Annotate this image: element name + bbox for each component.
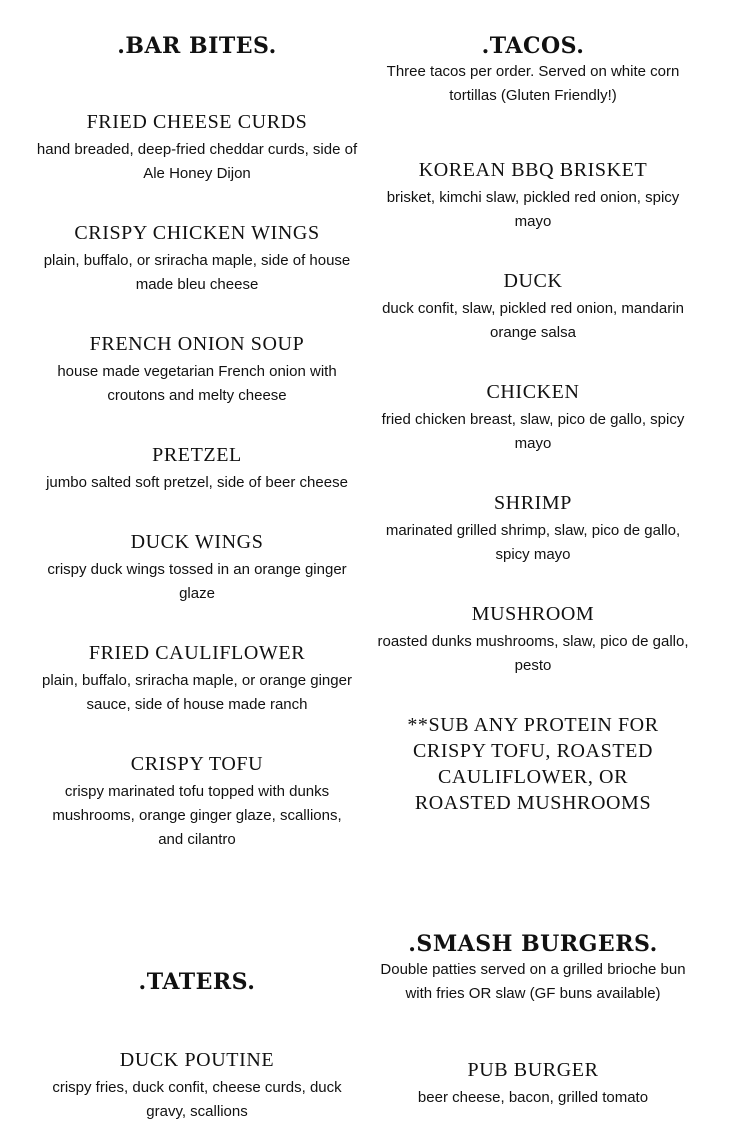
menu-item xyxy=(36,530,358,606)
item-desc: fried chicken breast, slaw, pico de gallo, spicy mayo xyxy=(381,411,685,452)
tacos-subheading: Three tacos per order. Served on white corn tortillas (Gluten Friendly!) xyxy=(386,63,680,104)
item-desc: jumbo salted soft pretzel, side of beer cheese xyxy=(46,474,348,491)
menu-item xyxy=(36,443,358,495)
item-name: DUCK WINGS xyxy=(130,531,264,553)
item-desc: crispy fries, duck confit, cheese curds, duck gravy, scallions xyxy=(52,1079,342,1120)
taters-heading: .TATERS. xyxy=(138,969,256,995)
menu-item xyxy=(36,110,358,186)
menu-item xyxy=(372,491,694,567)
item-desc: plain, buffalo, or sriracha maple, side of house made bleu cheese xyxy=(43,252,351,293)
protein-sub-note: **SUB ANY PROTEIN FOR CRISPY TOFU, ROASTED CAULIFLOWER, OR ROASTED MUSHROOMS xyxy=(407,714,659,814)
item-name: FRENCH ONION SOUP xyxy=(89,333,305,355)
item-name: DUCK xyxy=(503,270,563,292)
item-desc: marinated grilled shrimp, slaw, pico de gallo, spicy mayo xyxy=(385,522,681,563)
item-name: SHRIMP xyxy=(493,492,573,514)
smash-burgers-subheading: Double patties served on a grilled brioche bun with fries OR slaw (GF buns available) xyxy=(380,961,686,1002)
tacos-heading: .TACOS. xyxy=(481,33,585,59)
item-name: PUB BURGER xyxy=(467,1059,599,1081)
item-desc: plain, buffalo, sriracha maple, or orange ginger sauce, side of house made ranch xyxy=(42,672,352,713)
menu-item xyxy=(372,380,694,456)
item-desc: roasted dunks mushrooms, slaw, pico de gallo, pesto xyxy=(377,633,689,674)
item-desc: beer cheese, bacon, grilled tomato xyxy=(417,1089,649,1106)
item-desc: duck confit, slaw, pickled red onion, mandarin orange salsa xyxy=(382,300,684,341)
menu-item xyxy=(36,641,358,717)
menu-item xyxy=(36,752,358,852)
item-name: FRIED CAULIFLOWER xyxy=(88,642,306,664)
item-name: DUCK POUTINE xyxy=(119,1049,275,1071)
item-desc: brisket, kimchi slaw, pickled red onion, spicy mayo xyxy=(386,189,680,230)
menu-item xyxy=(36,221,358,297)
item-name: CRISPY CHICKEN WINGS xyxy=(74,222,320,244)
item-desc: crispy marinated tofu topped with dunks mushrooms, orange ginger glaze, scallions, and cilantro xyxy=(52,783,342,848)
item-name: PRETZEL xyxy=(152,444,242,466)
bar-bites-heading: .BAR BITES. xyxy=(117,33,277,59)
menu-item xyxy=(372,158,694,234)
item-name: KOREAN BBQ BRISKET xyxy=(418,159,648,181)
menu-item xyxy=(36,1048,358,1124)
item-name: CRISPY TOFU xyxy=(130,753,264,775)
menu-item xyxy=(372,602,694,678)
item-desc: hand breaded, deep-fried cheddar curds, side of Ale Honey Dijon xyxy=(36,141,358,182)
item-name: MUSHROOM xyxy=(471,603,595,625)
menu-item xyxy=(372,1058,694,1110)
smash-burgers-heading: .SMASH BURGERS. xyxy=(408,931,658,957)
menu-item xyxy=(36,332,358,408)
item-name: CHICKEN xyxy=(486,381,580,403)
menu-item xyxy=(372,269,694,345)
item-name: FRIED CHEESE CURDS xyxy=(86,111,308,133)
item-desc: crispy duck wings tossed in an orange ginger glaze xyxy=(47,561,347,602)
item-desc: house made vegetarian French onion with croutons and melty cheese xyxy=(57,363,337,404)
